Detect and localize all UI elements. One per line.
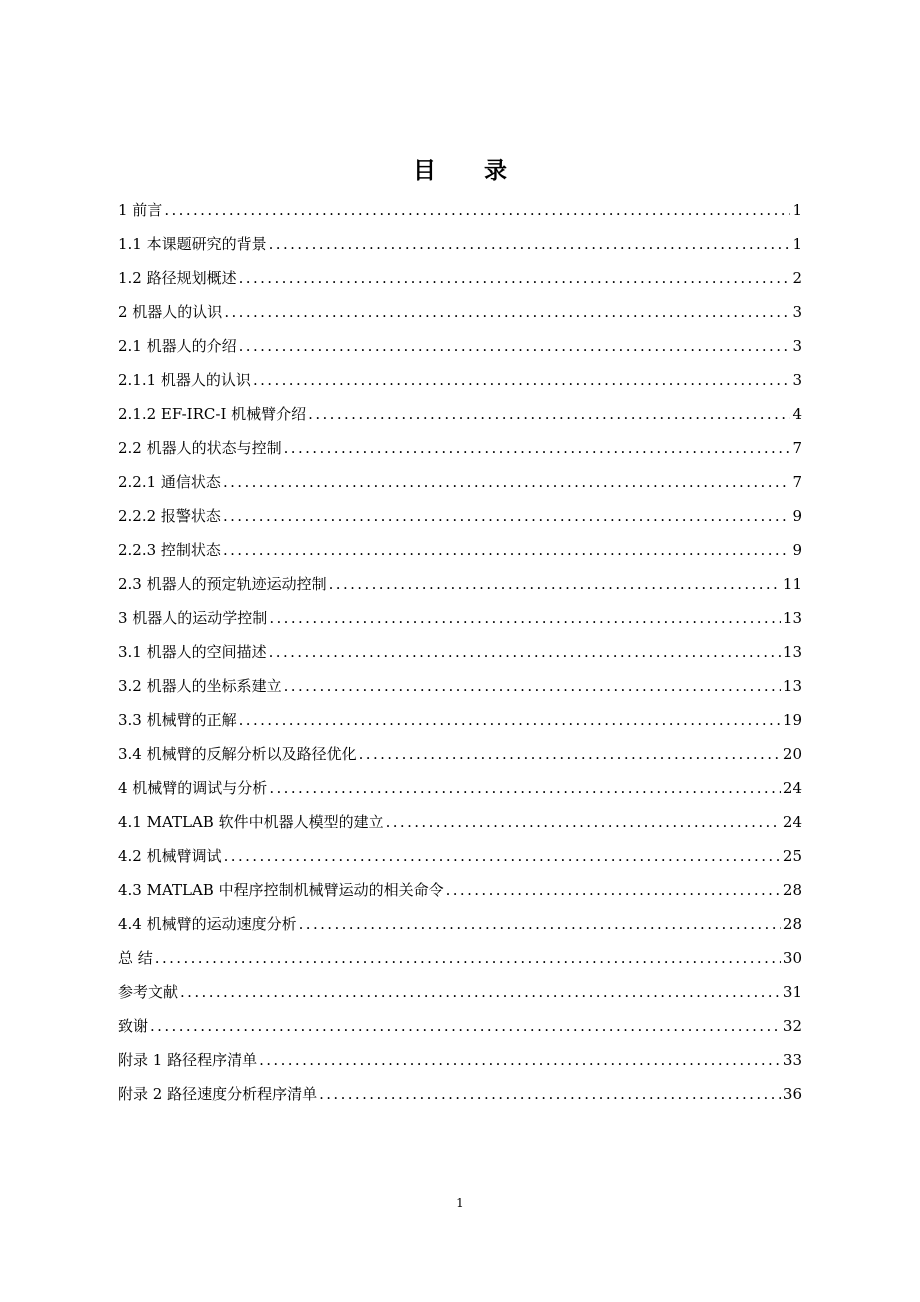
dot-leader	[223, 535, 791, 565]
dot-leader	[284, 433, 791, 463]
page-title: 目 录	[412, 158, 527, 184]
dot-leader	[150, 1011, 781, 1041]
toc-entry[interactable]	[118, 1045, 802, 1079]
toc-entry[interactable]	[118, 331, 802, 365]
toc-entry-label: 1.1 本课题研究的背景	[118, 235, 267, 253]
toc-entry[interactable]	[118, 433, 802, 467]
toc-entry-label: 4.3 MATLAB 中程序控制机械臂运动的相关命令	[118, 881, 444, 899]
toc-entry-page: 20	[782, 745, 802, 763]
toc-entry-label: 3.1 机器人的空间描述	[118, 643, 267, 661]
table-of-contents	[118, 195, 802, 1113]
toc-entry-label: 2.2.2 报警状态	[118, 507, 221, 525]
toc-entry[interactable]	[118, 263, 802, 297]
dot-leader	[239, 331, 791, 361]
dot-leader	[269, 637, 781, 667]
dot-leader	[224, 841, 781, 871]
toc-entry-label: 2 机器人的认识	[118, 303, 223, 321]
dot-leader	[284, 671, 781, 701]
toc-entry-page: 1	[792, 201, 802, 219]
toc-entry[interactable]	[118, 875, 802, 909]
toc-entry-page: 3	[792, 371, 802, 389]
dot-leader	[319, 1079, 781, 1109]
dot-leader	[359, 739, 781, 769]
toc-entry-page: 2	[792, 269, 802, 287]
dot-leader	[299, 909, 781, 939]
dot-leader	[239, 263, 791, 293]
toc-entry-page: 1	[792, 235, 802, 253]
toc-entry[interactable]	[118, 467, 802, 501]
toc-entry-label: 附录 2 路径速度分析程序清单	[118, 1085, 318, 1103]
dot-leader	[308, 399, 790, 429]
toc-entry-page: 3	[792, 337, 802, 355]
toc-entry-page: 19	[782, 711, 802, 729]
toc-entry[interactable]	[118, 535, 802, 569]
toc-entry[interactable]	[118, 943, 802, 977]
toc-entry[interactable]	[118, 977, 802, 1011]
dot-leader	[223, 501, 791, 531]
toc-entry[interactable]	[118, 195, 802, 229]
toc-entry-label: 2.1.1 机器人的认识	[118, 371, 251, 389]
toc-entry[interactable]	[118, 365, 802, 399]
toc-entry-page: 25	[782, 847, 802, 865]
toc-entry-page: 11	[782, 575, 802, 593]
toc-entry[interactable]	[118, 841, 802, 875]
toc-entry-label: 4.2 机械臂调试	[118, 847, 222, 865]
toc-entry-page: 7	[792, 473, 802, 491]
toc-entry[interactable]	[118, 807, 802, 841]
dot-leader	[155, 943, 781, 973]
toc-entry-label: 总 结	[118, 949, 153, 967]
toc-entry-page: 9	[792, 507, 802, 525]
toc-entry-label: 3 机器人的运动学控制	[118, 609, 268, 627]
toc-entry-label: 3.3 机械臂的正解	[118, 711, 237, 729]
dot-leader	[224, 297, 790, 327]
dot-leader	[269, 603, 781, 633]
toc-entry[interactable]	[118, 603, 802, 637]
dot-leader	[446, 875, 781, 905]
toc-entry-page: 33	[782, 1051, 802, 1069]
toc-entry[interactable]	[118, 399, 802, 433]
toc-entry-page: 36	[782, 1085, 802, 1103]
toc-entry-label: 参考文献	[118, 983, 179, 1001]
toc-entry-label: 3.2 机器人的坐标系建立	[118, 677, 282, 695]
toc-entry-page: 32	[782, 1017, 802, 1035]
dot-leader	[164, 195, 790, 225]
toc-entry-page: 31	[782, 983, 802, 1001]
toc-entry[interactable]	[118, 1011, 802, 1045]
toc-entry-page: 13	[782, 677, 802, 695]
toc-entry-label: 4.1 MATLAB 软件中机器人模型的建立	[118, 813, 384, 831]
toc-entry-label: 2.1 机器人的介绍	[118, 337, 237, 355]
toc-entry-label: 1 前言	[118, 201, 163, 219]
toc-entry-label: 致谢	[118, 1017, 149, 1035]
toc-entry-label: 附录 1 路径程序清单	[118, 1051, 258, 1069]
dot-leader	[386, 807, 781, 837]
toc-entry-page: 24	[782, 813, 802, 831]
toc-entry[interactable]	[118, 229, 802, 263]
dot-leader	[259, 1045, 781, 1075]
toc-entry[interactable]	[118, 569, 802, 603]
dot-leader	[180, 977, 781, 1007]
toc-entry-page: 7	[792, 439, 802, 457]
toc-entry[interactable]	[118, 501, 802, 535]
toc-entry-label: 2.2.3 控制状态	[118, 541, 221, 559]
toc-entry-label: 2.1.2 EF-IRC-I 机械臂介绍	[118, 405, 307, 423]
toc-entry[interactable]	[118, 909, 802, 943]
toc-entry-page: 4	[792, 405, 802, 423]
toc-entry[interactable]	[118, 705, 802, 739]
toc-entry-page: 3	[792, 303, 802, 321]
dot-leader	[329, 569, 781, 599]
toc-entry[interactable]	[118, 637, 802, 671]
toc-entry[interactable]	[118, 1079, 802, 1113]
toc-entry[interactable]	[118, 739, 802, 773]
toc-entry-label: 2.2 机器人的状态与控制	[118, 439, 282, 457]
toc-entry-label: 1.2 路径规划概述	[118, 269, 237, 287]
toc-entry-page: 13	[782, 643, 802, 661]
toc-entry-page: 13	[782, 609, 802, 627]
toc-entry-label: 4 机械臂的调试与分析	[118, 779, 268, 797]
toc-entry-page: 28	[782, 915, 802, 933]
toc-entry-label: 3.4 机械臂的反解分析以及路径优化	[118, 745, 357, 763]
toc-entry-page: 30	[782, 949, 802, 967]
dot-leader	[253, 365, 791, 395]
dot-leader	[269, 229, 791, 259]
dot-leader	[223, 467, 791, 497]
toc-entry-page: 24	[782, 779, 802, 797]
page-number: 1	[456, 1196, 464, 1210]
toc-entry[interactable]	[118, 671, 802, 705]
toc-entry-label: 2.2.1 通信状态	[118, 473, 221, 491]
toc-entry-page: 9	[792, 541, 802, 559]
toc-entry-page: 28	[782, 881, 802, 899]
toc-entry-label: 2.3 机器人的预定轨迹运动控制	[118, 575, 327, 593]
toc-entry-label: 4.4 机械臂的运动速度分析	[118, 915, 297, 933]
toc-entry[interactable]	[118, 773, 802, 807]
dot-leader	[269, 773, 781, 803]
toc-entry[interactable]	[118, 297, 802, 331]
dot-leader	[239, 705, 781, 735]
